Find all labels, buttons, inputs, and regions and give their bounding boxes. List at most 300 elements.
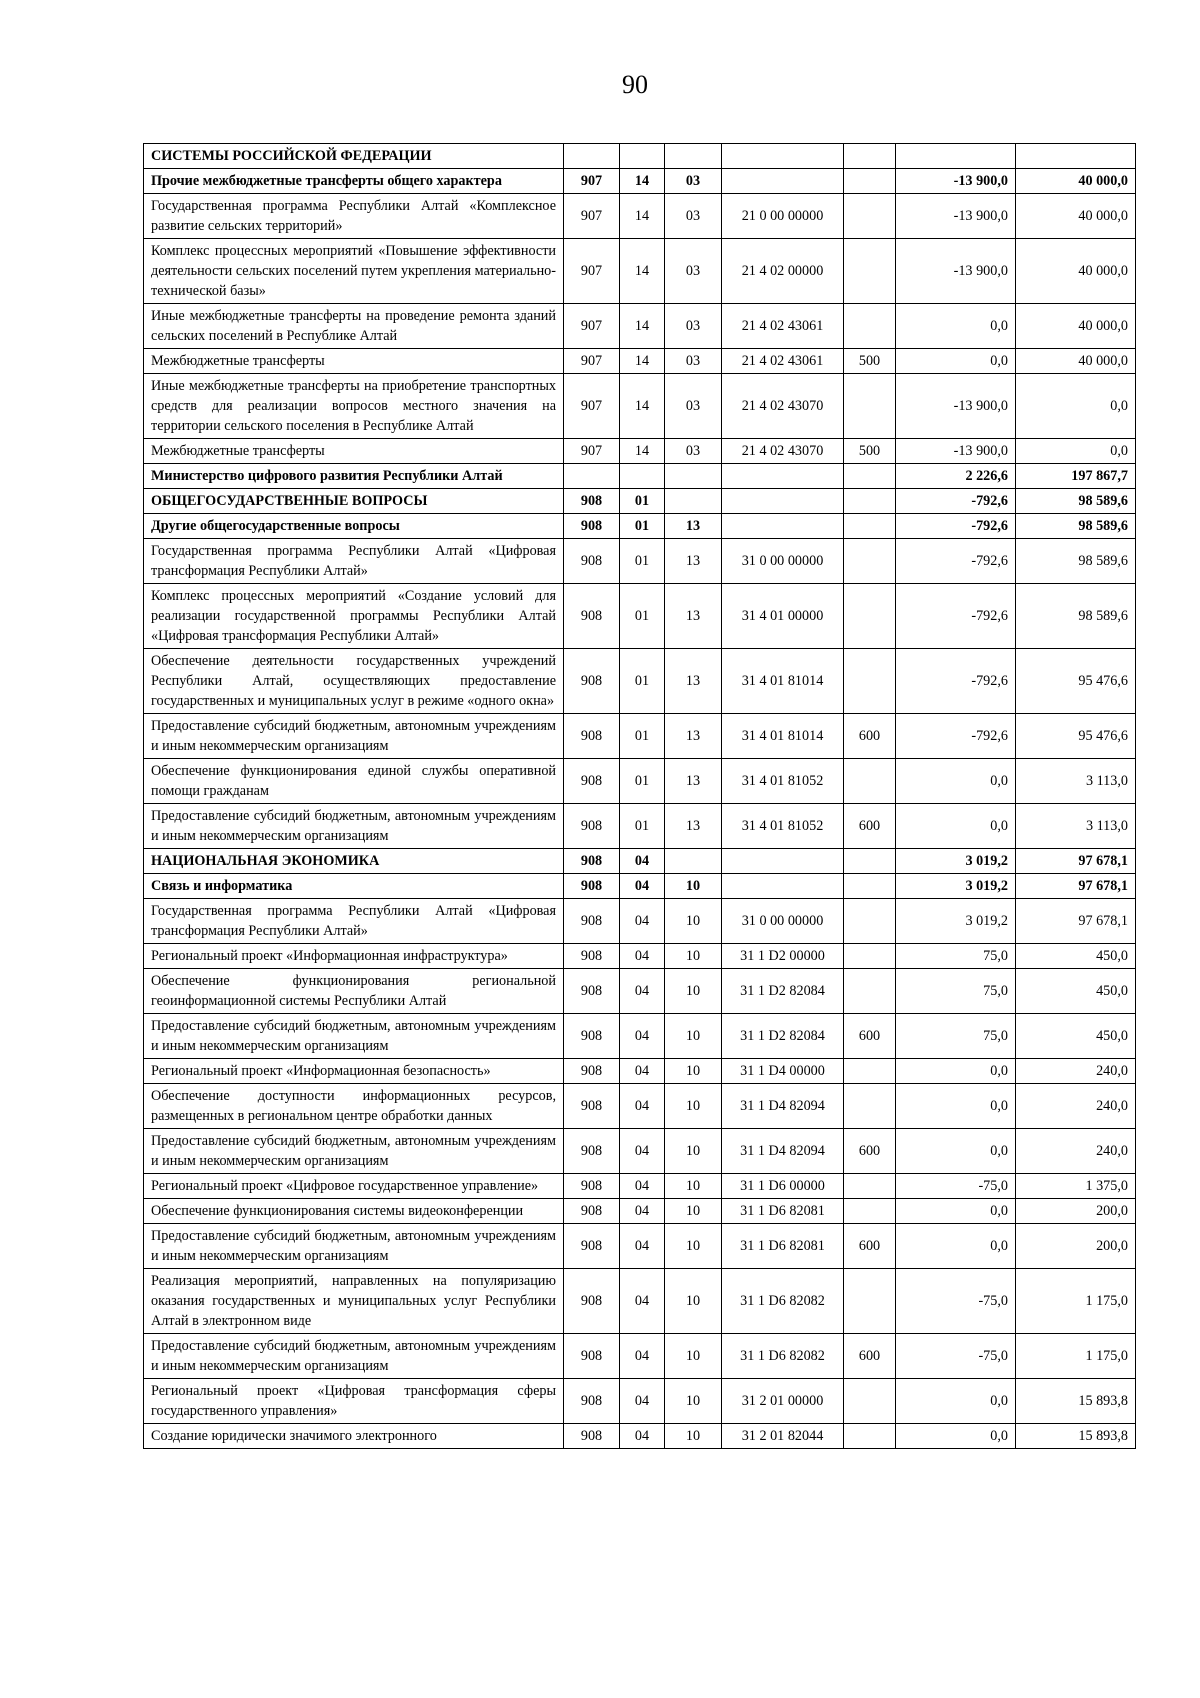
cell-ministry-code: 908 bbox=[564, 539, 620, 584]
cell-total-amount: 240,0 bbox=[1016, 1059, 1136, 1084]
cell-target-article bbox=[722, 144, 844, 169]
table-body bbox=[144, 144, 1136, 1449]
cell-section-code: 01 bbox=[620, 714, 665, 759]
cell-total-amount: 240,0 bbox=[1016, 1084, 1136, 1129]
cell-target-article: 31 1 D6 00000 bbox=[722, 1174, 844, 1199]
table-row bbox=[144, 1084, 1136, 1129]
cell-target-article: 31 4 01 00000 bbox=[722, 584, 844, 649]
cell-subsection-code: 10 bbox=[665, 1014, 722, 1059]
cell-total-amount: 97 678,1 bbox=[1016, 899, 1136, 944]
cell-change-amount: 0,0 bbox=[896, 804, 1016, 849]
cell-subsection-code: 10 bbox=[665, 1174, 722, 1199]
cell-ministry-code: 907 bbox=[564, 239, 620, 304]
table-row bbox=[144, 239, 1136, 304]
cell-expense-type bbox=[844, 874, 896, 899]
cell-ministry-code: 908 bbox=[564, 714, 620, 759]
cell-change-amount: 0,0 bbox=[896, 1199, 1016, 1224]
cell-ministry-code: 908 bbox=[564, 1379, 620, 1424]
cell-subsection-code: 13 bbox=[665, 514, 722, 539]
cell-expense-type bbox=[844, 649, 896, 714]
cell-section-code: 01 bbox=[620, 514, 665, 539]
cell-section-code: 14 bbox=[620, 439, 665, 464]
cell-name: ОБЩЕГОСУДАРСТВЕННЫЕ ВОПРОСЫ bbox=[144, 489, 564, 514]
cell-expense-type: 600 bbox=[844, 804, 896, 849]
cell-subsection-code: 10 bbox=[665, 899, 722, 944]
cell-subsection-code: 10 bbox=[665, 969, 722, 1014]
table-row bbox=[144, 194, 1136, 239]
cell-ministry-code: 908 bbox=[564, 489, 620, 514]
table-row bbox=[144, 1199, 1136, 1224]
cell-total-amount: 450,0 bbox=[1016, 1014, 1136, 1059]
table-row bbox=[144, 489, 1136, 514]
cell-name: СИСТЕМЫ РОССИЙСКОЙ ФЕДЕРАЦИИ bbox=[144, 144, 564, 169]
cell-total-amount: 40 000,0 bbox=[1016, 239, 1136, 304]
cell-change-amount: 0,0 bbox=[896, 349, 1016, 374]
cell-total-amount: 450,0 bbox=[1016, 944, 1136, 969]
cell-name: Предоставление субсидий бюджетным, автономным учреждениям и иным некоммерческим организациям bbox=[144, 804, 564, 849]
cell-target-article: 31 1 D2 82084 bbox=[722, 969, 844, 1014]
cell-ministry-code: 908 bbox=[564, 514, 620, 539]
cell-target-article: 31 1 D4 82094 bbox=[722, 1129, 844, 1174]
cell-name: Министерство цифрового развития Республики Алтай bbox=[144, 464, 564, 489]
cell-subsection-code: 13 bbox=[665, 804, 722, 849]
cell-target-article bbox=[722, 514, 844, 539]
cell-section-code: 04 bbox=[620, 1224, 665, 1269]
cell-change-amount: 0,0 bbox=[896, 304, 1016, 349]
table-row bbox=[144, 849, 1136, 874]
cell-change-amount: 75,0 bbox=[896, 969, 1016, 1014]
cell-name: Прочие межбюджетные трансферты общего характера bbox=[144, 169, 564, 194]
table-row bbox=[144, 374, 1136, 439]
cell-ministry-code: 908 bbox=[564, 584, 620, 649]
table-row bbox=[144, 1269, 1136, 1334]
cell-section-code: 04 bbox=[620, 969, 665, 1014]
cell-total-amount: 1 375,0 bbox=[1016, 1174, 1136, 1199]
cell-section-code: 01 bbox=[620, 649, 665, 714]
cell-target-article: 31 1 D6 82081 bbox=[722, 1224, 844, 1269]
cell-total-amount: 98 589,6 bbox=[1016, 539, 1136, 584]
cell-change-amount: -75,0 bbox=[896, 1334, 1016, 1379]
cell-section-code: 14 bbox=[620, 169, 665, 194]
cell-total-amount: 3 113,0 bbox=[1016, 759, 1136, 804]
cell-section-code: 14 bbox=[620, 239, 665, 304]
cell-ministry-code: 908 bbox=[564, 849, 620, 874]
cell-subsection-code: 10 bbox=[665, 1334, 722, 1379]
cell-change-amount: 0,0 bbox=[896, 1224, 1016, 1269]
cell-subsection-code: 03 bbox=[665, 349, 722, 374]
cell-total-amount: 15 893,8 bbox=[1016, 1424, 1136, 1449]
cell-expense-type bbox=[844, 144, 896, 169]
table-row bbox=[144, 1224, 1136, 1269]
cell-expense-type bbox=[844, 944, 896, 969]
cell-change-amount: 0,0 bbox=[896, 759, 1016, 804]
cell-target-article: 21 4 02 00000 bbox=[722, 239, 844, 304]
cell-ministry-code: 908 bbox=[564, 899, 620, 944]
cell-expense-type bbox=[844, 464, 896, 489]
cell-name: Обеспечение функционирования системы видеоконференции bbox=[144, 1199, 564, 1224]
cell-ministry-code: 907 bbox=[564, 374, 620, 439]
cell-expense-type: 600 bbox=[844, 1129, 896, 1174]
cell-total-amount: 97 678,1 bbox=[1016, 849, 1136, 874]
cell-expense-type bbox=[844, 1269, 896, 1334]
table-row bbox=[144, 439, 1136, 464]
cell-change-amount: -13 900,0 bbox=[896, 439, 1016, 464]
cell-total-amount: 0,0 bbox=[1016, 439, 1136, 464]
cell-subsection-code: 10 bbox=[665, 1084, 722, 1129]
cell-subsection-code: 03 bbox=[665, 239, 722, 304]
cell-total-amount: 98 589,6 bbox=[1016, 489, 1136, 514]
table-row bbox=[144, 649, 1136, 714]
cell-target-article: 31 1 D4 00000 bbox=[722, 1059, 844, 1084]
cell-subsection-code: 13 bbox=[665, 584, 722, 649]
cell-expense-type: 500 bbox=[844, 439, 896, 464]
table-row bbox=[144, 514, 1136, 539]
cell-change-amount: 75,0 bbox=[896, 944, 1016, 969]
table-row bbox=[144, 1424, 1136, 1449]
cell-section-code: 04 bbox=[620, 1014, 665, 1059]
cell-change-amount bbox=[896, 144, 1016, 169]
table-row bbox=[144, 969, 1136, 1014]
cell-subsection-code bbox=[665, 144, 722, 169]
cell-expense-type bbox=[844, 304, 896, 349]
table-row bbox=[144, 1014, 1136, 1059]
cell-name: Региональный проект «Цифровая трансформация сферы государственного управления» bbox=[144, 1379, 564, 1424]
cell-name: Государственная программа Республики Алтай «Комплексное развитие сельских территорий» bbox=[144, 194, 564, 239]
cell-target-article: 31 2 01 00000 bbox=[722, 1379, 844, 1424]
cell-section-code: 04 bbox=[620, 1059, 665, 1084]
cell-total-amount bbox=[1016, 144, 1136, 169]
cell-name: Обеспечение доступности информационных ресурсов, размещенных в региональном центре обработки данных bbox=[144, 1084, 564, 1129]
cell-target-article: 31 4 01 81014 bbox=[722, 649, 844, 714]
cell-total-amount: 200,0 bbox=[1016, 1199, 1136, 1224]
cell-ministry-code: 907 bbox=[564, 349, 620, 374]
cell-section-code: 14 bbox=[620, 374, 665, 439]
cell-change-amount: -792,6 bbox=[896, 714, 1016, 759]
cell-ministry-code bbox=[564, 144, 620, 169]
cell-ministry-code: 908 bbox=[564, 1269, 620, 1334]
cell-target-article: 31 4 01 81052 bbox=[722, 759, 844, 804]
cell-expense-type bbox=[844, 514, 896, 539]
cell-expense-type bbox=[844, 759, 896, 804]
cell-target-article: 31 4 01 81052 bbox=[722, 804, 844, 849]
cell-target-article: 31 4 01 81014 bbox=[722, 714, 844, 759]
cell-change-amount: 3 019,2 bbox=[896, 849, 1016, 874]
table-row bbox=[144, 1334, 1136, 1379]
cell-total-amount: 95 476,6 bbox=[1016, 714, 1136, 759]
cell-section-code: 01 bbox=[620, 804, 665, 849]
table-row bbox=[144, 899, 1136, 944]
table-row bbox=[144, 1059, 1136, 1084]
cell-target-article: 31 1 D2 00000 bbox=[722, 944, 844, 969]
cell-name: Иные межбюджетные трансферты на приобретение транспортных средств для реализации вопросов местного значения на территории сельского поселения в Республике Алтай bbox=[144, 374, 564, 439]
cell-total-amount: 40 000,0 bbox=[1016, 304, 1136, 349]
cell-subsection-code: 10 bbox=[665, 944, 722, 969]
cell-ministry-code: 907 bbox=[564, 169, 620, 194]
cell-section-code: 04 bbox=[620, 1129, 665, 1174]
cell-subsection-code: 03 bbox=[665, 169, 722, 194]
cell-target-article: 21 4 02 43070 bbox=[722, 374, 844, 439]
cell-expense-type: 600 bbox=[844, 714, 896, 759]
cell-change-amount: -792,6 bbox=[896, 584, 1016, 649]
cell-subsection-code: 13 bbox=[665, 539, 722, 584]
cell-target-article: 31 0 00 00000 bbox=[722, 899, 844, 944]
cell-total-amount: 40 000,0 bbox=[1016, 194, 1136, 239]
cell-name: Обеспечение функционирования региональной геоинформационной системы Республики Алтай bbox=[144, 969, 564, 1014]
cell-section-code: 04 bbox=[620, 944, 665, 969]
cell-section-code: 01 bbox=[620, 584, 665, 649]
cell-change-amount: 0,0 bbox=[896, 1084, 1016, 1129]
table-row bbox=[144, 539, 1136, 584]
cell-expense-type bbox=[844, 539, 896, 584]
cell-ministry-code: 907 bbox=[564, 304, 620, 349]
cell-name: Обеспечение деятельности государственных учреждений Республики Алтай, осуществляющих предоставление государственных и муниципальных услуг в режиме «одного окна» bbox=[144, 649, 564, 714]
table-row bbox=[144, 714, 1136, 759]
cell-expense-type bbox=[844, 1174, 896, 1199]
cell-change-amount: -75,0 bbox=[896, 1269, 1016, 1334]
cell-ministry-code: 908 bbox=[564, 1129, 620, 1174]
cell-subsection-code: 13 bbox=[665, 759, 722, 804]
cell-name: Предоставление субсидий бюджетным, автономным учреждениям и иным некоммерческим организациям bbox=[144, 1334, 564, 1379]
cell-change-amount: 0,0 bbox=[896, 1129, 1016, 1174]
table-row bbox=[144, 874, 1136, 899]
cell-name: Обеспечение функционирования единой службы оперативной помощи гражданам bbox=[144, 759, 564, 804]
table-row bbox=[144, 144, 1136, 169]
cell-target-article: 31 1 D4 82094 bbox=[722, 1084, 844, 1129]
cell-expense-type: 600 bbox=[844, 1334, 896, 1379]
cell-total-amount: 1 175,0 bbox=[1016, 1269, 1136, 1334]
cell-section-code: 14 bbox=[620, 194, 665, 239]
cell-target-article: 21 4 02 43070 bbox=[722, 439, 844, 464]
cell-name: Региональный проект «Информационная безопасность» bbox=[144, 1059, 564, 1084]
cell-name: Государственная программа Республики Алтай «Цифровая трансформация Республики Алтай» bbox=[144, 539, 564, 584]
cell-section-code: 01 bbox=[620, 759, 665, 804]
cell-name: Создание юридически значимого электронного bbox=[144, 1424, 564, 1449]
cell-total-amount: 197 867,7 bbox=[1016, 464, 1136, 489]
cell-expense-type bbox=[844, 969, 896, 1014]
cell-total-amount: 3 113,0 bbox=[1016, 804, 1136, 849]
table-row bbox=[144, 1174, 1136, 1199]
cell-name: Связь и информатика bbox=[144, 874, 564, 899]
cell-name: НАЦИОНАЛЬНАЯ ЭКОНОМИКА bbox=[144, 849, 564, 874]
cell-subsection-code: 13 bbox=[665, 649, 722, 714]
cell-ministry-code bbox=[564, 464, 620, 489]
cell-subsection-code: 10 bbox=[665, 1059, 722, 1084]
cell-subsection-code: 10 bbox=[665, 1269, 722, 1334]
cell-expense-type bbox=[844, 194, 896, 239]
cell-subsection-code bbox=[665, 489, 722, 514]
cell-section-code: 01 bbox=[620, 489, 665, 514]
cell-expense-type bbox=[844, 1084, 896, 1129]
table-row bbox=[144, 804, 1136, 849]
cell-total-amount: 40 000,0 bbox=[1016, 169, 1136, 194]
cell-total-amount: 15 893,8 bbox=[1016, 1379, 1136, 1424]
cell-ministry-code: 908 bbox=[564, 1334, 620, 1379]
cell-expense-type bbox=[844, 849, 896, 874]
cell-name: Региональный проект «Информационная инфраструктура» bbox=[144, 944, 564, 969]
cell-ministry-code: 908 bbox=[564, 1084, 620, 1129]
cell-change-amount: -792,6 bbox=[896, 649, 1016, 714]
cell-total-amount: 0,0 bbox=[1016, 374, 1136, 439]
cell-expense-type bbox=[844, 1424, 896, 1449]
cell-subsection-code: 03 bbox=[665, 439, 722, 464]
cell-ministry-code: 908 bbox=[564, 1174, 620, 1199]
cell-change-amount: 3 019,2 bbox=[896, 874, 1016, 899]
cell-change-amount: -13 900,0 bbox=[896, 374, 1016, 439]
cell-change-amount: -13 900,0 bbox=[896, 169, 1016, 194]
cell-expense-type: 600 bbox=[844, 1224, 896, 1269]
cell-target-article bbox=[722, 489, 844, 514]
cell-subsection-code bbox=[665, 464, 722, 489]
table-row bbox=[144, 169, 1136, 194]
cell-subsection-code: 03 bbox=[665, 304, 722, 349]
cell-ministry-code: 908 bbox=[564, 1424, 620, 1449]
cell-subsection-code: 13 bbox=[665, 714, 722, 759]
cell-change-amount: 0,0 bbox=[896, 1059, 1016, 1084]
cell-ministry-code: 908 bbox=[564, 944, 620, 969]
page-number: 90 bbox=[622, 70, 648, 99]
table-row bbox=[144, 464, 1136, 489]
cell-name: Комплекс процессных мероприятий «Создание условий для реализации государственной программы Республики Алтай «Цифровая трансформация Республики Алтай» bbox=[144, 584, 564, 649]
cell-expense-type: 500 bbox=[844, 349, 896, 374]
cell-ministry-code: 908 bbox=[564, 649, 620, 714]
cell-expense-type bbox=[844, 1199, 896, 1224]
cell-target-article: 21 0 00 00000 bbox=[722, 194, 844, 239]
cell-target-article: 31 1 D6 82082 bbox=[722, 1269, 844, 1334]
cell-target-article bbox=[722, 874, 844, 899]
cell-change-amount: 3 019,2 bbox=[896, 899, 1016, 944]
cell-section-code: 01 bbox=[620, 539, 665, 584]
cell-section-code bbox=[620, 144, 665, 169]
table-row bbox=[144, 304, 1136, 349]
cell-total-amount: 98 589,6 bbox=[1016, 514, 1136, 539]
cell-target-article: 31 1 D6 82082 bbox=[722, 1334, 844, 1379]
cell-change-amount: 2 226,6 bbox=[896, 464, 1016, 489]
cell-expense-type bbox=[844, 489, 896, 514]
cell-expense-type bbox=[844, 1379, 896, 1424]
cell-section-code: 04 bbox=[620, 1334, 665, 1379]
cell-change-amount: -13 900,0 bbox=[896, 239, 1016, 304]
cell-ministry-code: 908 bbox=[564, 1224, 620, 1269]
table-row bbox=[144, 759, 1136, 804]
cell-subsection-code: 03 bbox=[665, 374, 722, 439]
cell-ministry-code: 908 bbox=[564, 1014, 620, 1059]
table-row bbox=[144, 944, 1136, 969]
cell-section-code: 04 bbox=[620, 1199, 665, 1224]
cell-name: Другие общегосударственные вопросы bbox=[144, 514, 564, 539]
cell-ministry-code: 908 bbox=[564, 969, 620, 1014]
cell-name: Предоставление субсидий бюджетным, автономным учреждениям и иным некоммерческим организациям bbox=[144, 714, 564, 759]
cell-section-code: 04 bbox=[620, 899, 665, 944]
cell-subsection-code: 10 bbox=[665, 1129, 722, 1174]
cell-subsection-code bbox=[665, 849, 722, 874]
cell-ministry-code: 908 bbox=[564, 1199, 620, 1224]
cell-ministry-code: 907 bbox=[564, 439, 620, 464]
cell-expense-type bbox=[844, 239, 896, 304]
cell-change-amount: -792,6 bbox=[896, 539, 1016, 584]
cell-target-article: 31 2 01 82044 bbox=[722, 1424, 844, 1449]
cell-section-code: 04 bbox=[620, 1424, 665, 1449]
cell-section-code: 14 bbox=[620, 304, 665, 349]
cell-change-amount: 75,0 bbox=[896, 1014, 1016, 1059]
cell-expense-type bbox=[844, 169, 896, 194]
cell-change-amount: 0,0 bbox=[896, 1424, 1016, 1449]
cell-name: Реализация мероприятий, направленных на популяризацию оказания государственных и муниципальных услуг Республики Алтай в электронном виде bbox=[144, 1269, 564, 1334]
cell-section-code: 04 bbox=[620, 849, 665, 874]
cell-total-amount: 450,0 bbox=[1016, 969, 1136, 1014]
table-row bbox=[144, 1379, 1136, 1424]
cell-change-amount: 0,0 bbox=[896, 1379, 1016, 1424]
cell-name: Межбюджетные трансферты bbox=[144, 349, 564, 374]
cell-target-article: 21 4 02 43061 bbox=[722, 349, 844, 374]
cell-target-article bbox=[722, 849, 844, 874]
cell-ministry-code: 908 bbox=[564, 804, 620, 849]
cell-total-amount: 200,0 bbox=[1016, 1224, 1136, 1269]
cell-expense-type: 600 bbox=[844, 1014, 896, 1059]
cell-subsection-code: 03 bbox=[665, 194, 722, 239]
cell-total-amount: 97 678,1 bbox=[1016, 874, 1136, 899]
cell-change-amount: -13 900,0 bbox=[896, 194, 1016, 239]
table-row bbox=[144, 584, 1136, 649]
cell-change-amount: -792,6 bbox=[896, 489, 1016, 514]
cell-ministry-code: 908 bbox=[564, 874, 620, 899]
table-row bbox=[144, 1129, 1136, 1174]
cell-section-code: 04 bbox=[620, 1269, 665, 1334]
cell-total-amount: 240,0 bbox=[1016, 1129, 1136, 1174]
cell-total-amount: 95 476,6 bbox=[1016, 649, 1136, 714]
cell-expense-type bbox=[844, 374, 896, 439]
cell-ministry-code: 908 bbox=[564, 759, 620, 804]
cell-subsection-code: 10 bbox=[665, 1199, 722, 1224]
cell-subsection-code: 10 bbox=[665, 874, 722, 899]
cell-target-article bbox=[722, 169, 844, 194]
cell-name: Межбюджетные трансферты bbox=[144, 439, 564, 464]
cell-change-amount: -75,0 bbox=[896, 1174, 1016, 1199]
cell-section-code bbox=[620, 464, 665, 489]
cell-target-article: 21 4 02 43061 bbox=[722, 304, 844, 349]
cell-section-code: 04 bbox=[620, 874, 665, 899]
cell-name: Государственная программа Республики Алтай «Цифровая трансформация Республики Алтай» bbox=[144, 899, 564, 944]
cell-name: Предоставление субсидий бюджетным, автономным учреждениям и иным некоммерческим организациям bbox=[144, 1224, 564, 1269]
cell-expense-type bbox=[844, 1059, 896, 1084]
cell-section-code: 04 bbox=[620, 1379, 665, 1424]
cell-name: Иные межбюджетные трансферты на проведение ремонта зданий сельских поселений в Республике Алтай bbox=[144, 304, 564, 349]
cell-total-amount: 1 175,0 bbox=[1016, 1334, 1136, 1379]
cell-total-amount: 98 589,6 bbox=[1016, 584, 1136, 649]
cell-target-article: 31 0 00 00000 bbox=[722, 539, 844, 584]
cell-ministry-code: 907 bbox=[564, 194, 620, 239]
cell-name: Комплекс процессных мероприятий «Повышение эффективности деятельности сельских поселений путем укрепления материально-технической базы» bbox=[144, 239, 564, 304]
cell-name: Предоставление субсидий бюджетным, автономным учреждениям и иным некоммерческим организациям bbox=[144, 1129, 564, 1174]
cell-section-code: 04 bbox=[620, 1084, 665, 1129]
cell-target-article: 31 1 D2 82084 bbox=[722, 1014, 844, 1059]
cell-subsection-code: 10 bbox=[665, 1224, 722, 1269]
cell-change-amount: -792,6 bbox=[896, 514, 1016, 539]
table-row bbox=[144, 349, 1136, 374]
cell-expense-type bbox=[844, 899, 896, 944]
cell-subsection-code: 10 bbox=[665, 1379, 722, 1424]
cell-name: Предоставление субсидий бюджетным, автономным учреждениям и иным некоммерческим организациям bbox=[144, 1014, 564, 1059]
cell-target-article bbox=[722, 464, 844, 489]
budget-table bbox=[143, 143, 1136, 1449]
cell-expense-type bbox=[844, 584, 896, 649]
cell-section-code: 04 bbox=[620, 1174, 665, 1199]
cell-target-article: 31 1 D6 82081 bbox=[722, 1199, 844, 1224]
cell-ministry-code: 908 bbox=[564, 1059, 620, 1084]
cell-subsection-code: 10 bbox=[665, 1424, 722, 1449]
cell-total-amount: 40 000,0 bbox=[1016, 349, 1136, 374]
cell-name: Региональный проект «Цифровое государственное управление» bbox=[144, 1174, 564, 1199]
cell-section-code: 14 bbox=[620, 349, 665, 374]
